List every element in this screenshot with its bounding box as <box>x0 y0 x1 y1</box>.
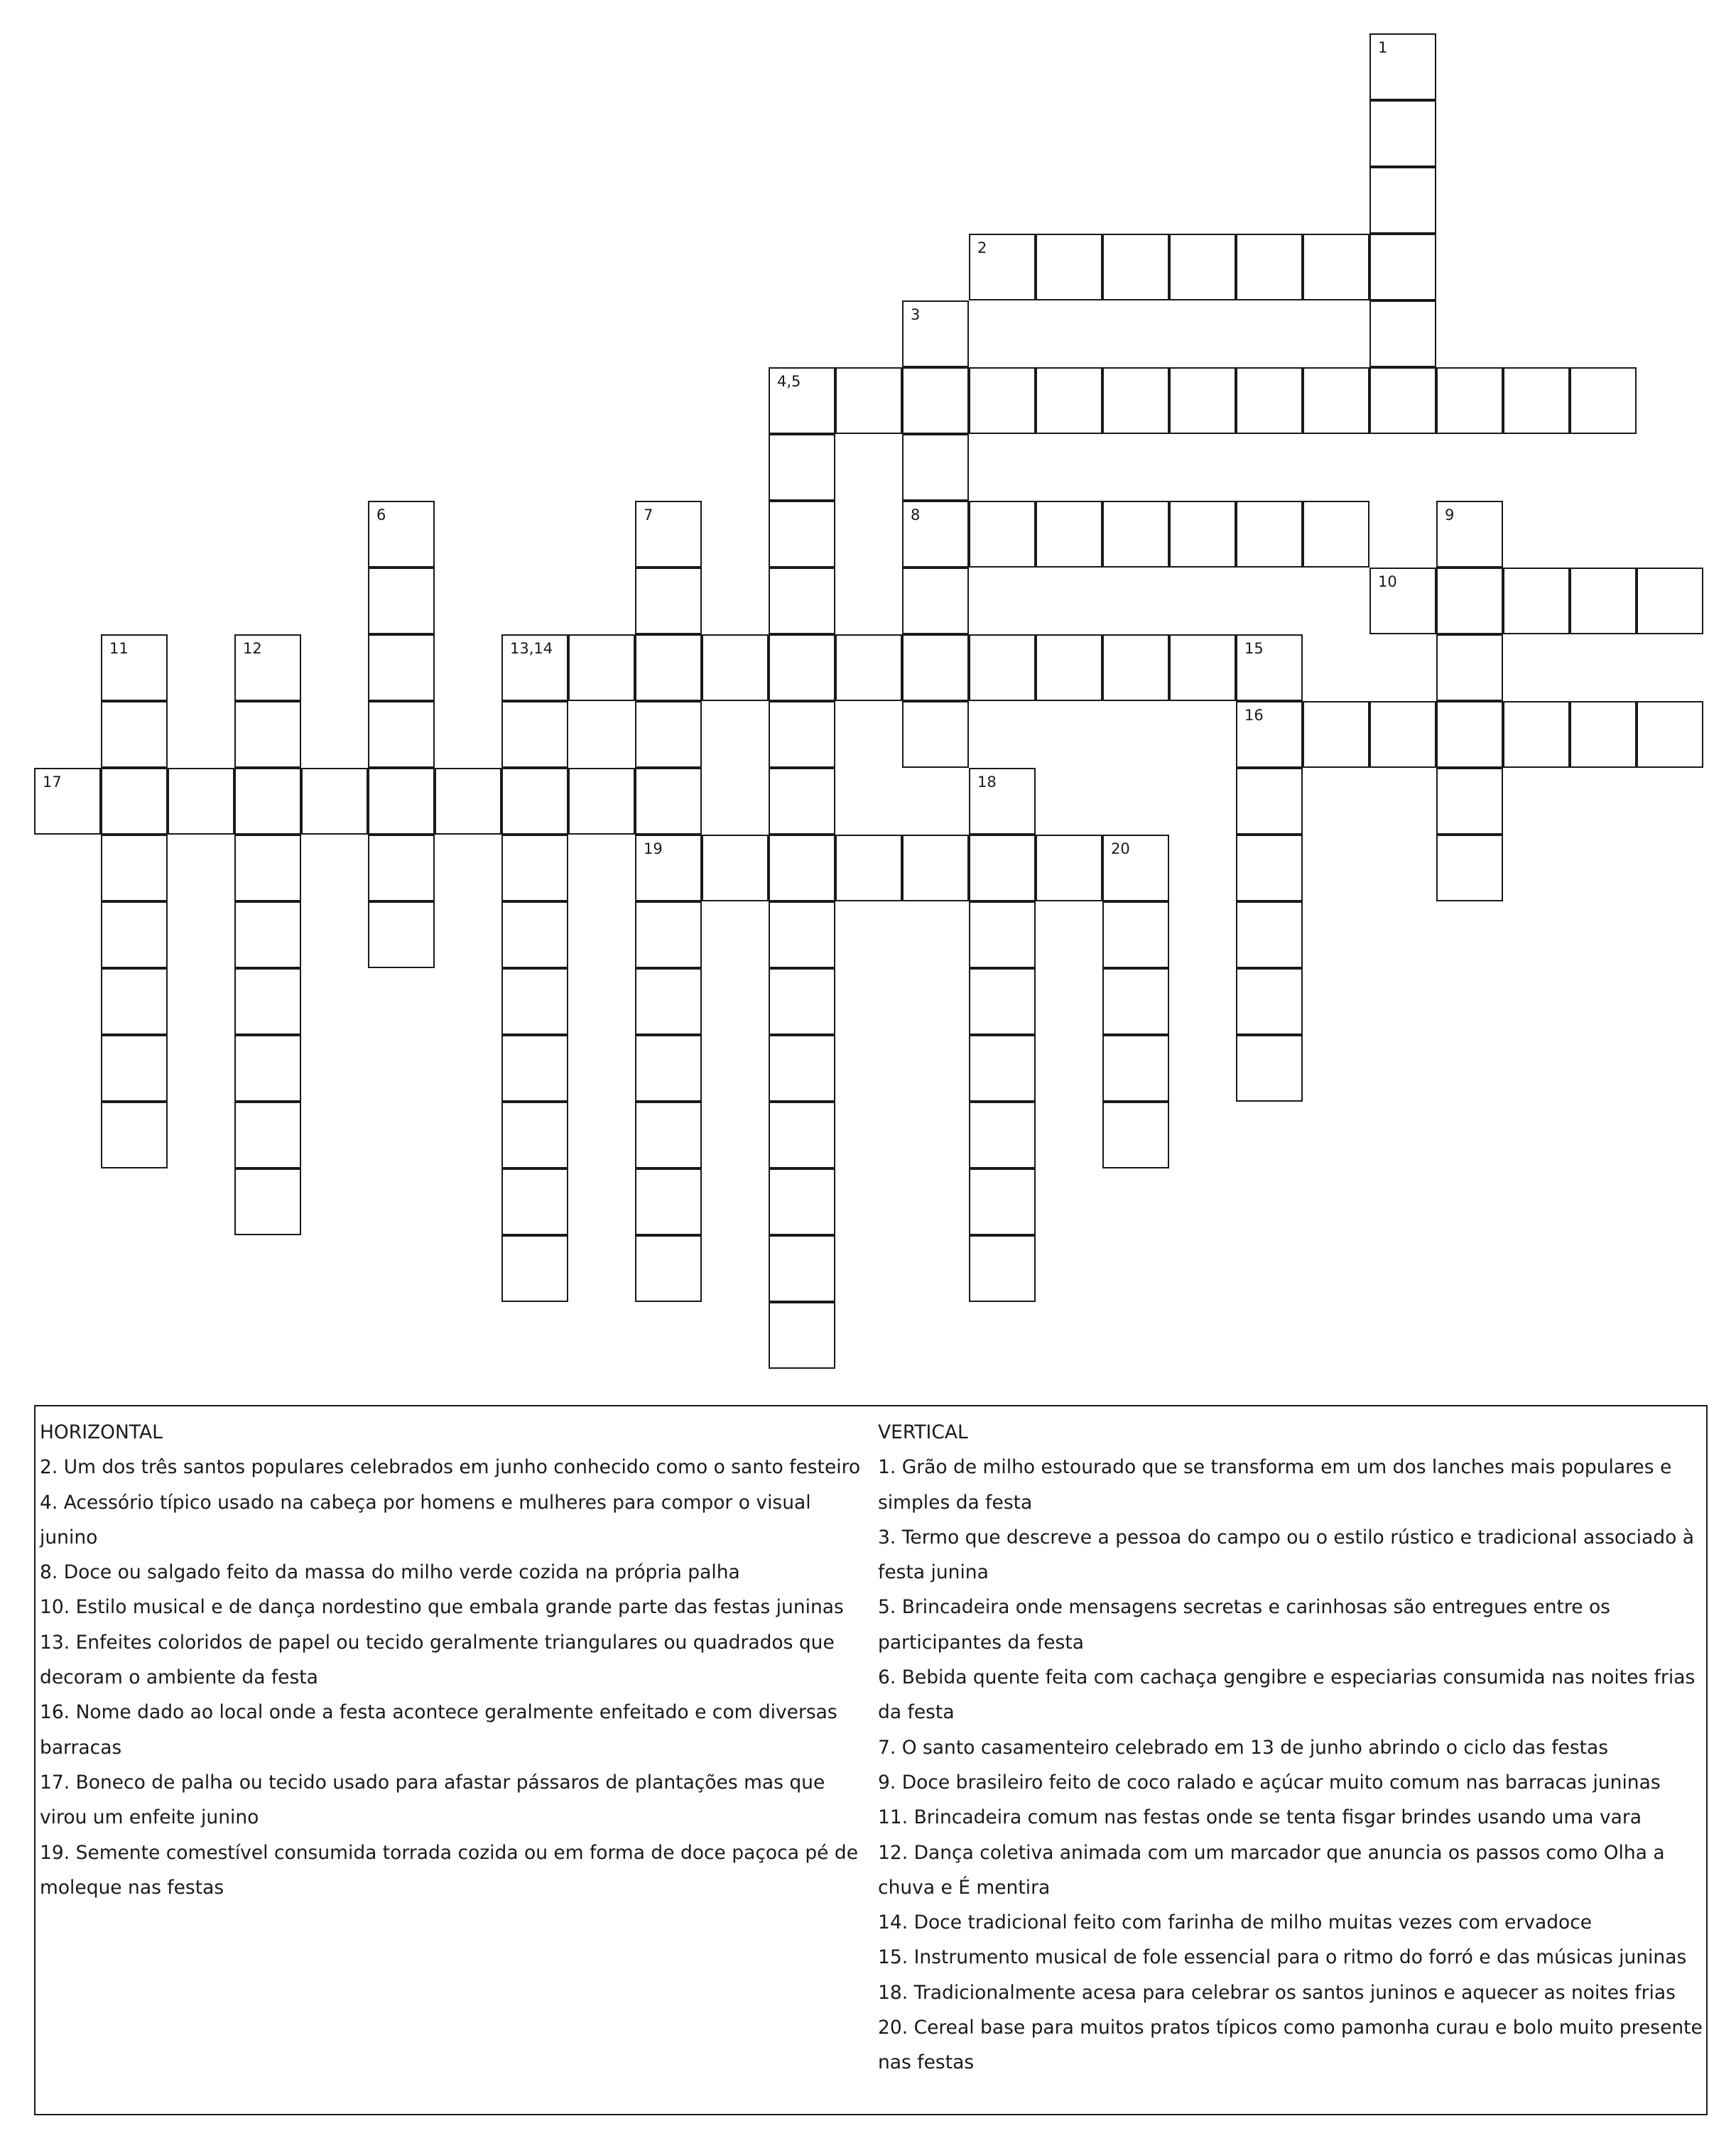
crossword-cell[interactable] <box>234 1035 301 1102</box>
crossword-cell[interactable] <box>769 634 835 701</box>
crossword-cell[interactable] <box>1102 1035 1169 1102</box>
crossword-cell[interactable] <box>1236 234 1303 300</box>
crossword-cell[interactable] <box>969 835 1036 901</box>
crossword-cell[interactable] <box>1236 367 1303 434</box>
clue-number: 18 <box>977 774 997 791</box>
crossword-cell[interactable] <box>501 835 568 901</box>
crossword-cell[interactable] <box>1102 501 1169 568</box>
clue-down-9: 9. Doce brasileiro feito de coco ralado e açúcar muito comum nas barracas juninas <box>878 1771 1661 1794</box>
crossword-cell[interactable] <box>1436 568 1503 634</box>
vertical-heading: VERTICAL <box>878 1421 968 1443</box>
crossword-cell[interactable] <box>635 968 702 1035</box>
crossword-cell[interactable] <box>1369 234 1436 300</box>
crossword-cell[interactable] <box>635 701 702 768</box>
crossword-cell[interactable] <box>1102 835 1169 901</box>
crossword-cell[interactable] <box>1436 768 1503 835</box>
crossword-cell[interactable] <box>101 835 168 901</box>
crossword-cell[interactable] <box>1102 1102 1169 1168</box>
crossword-cell[interactable] <box>234 901 301 968</box>
clue-across-10: 10. Estilo musical e de dança nordestino que embala grande parte das festas juninas <box>40 1596 844 1619</box>
crossword-cell[interactable] <box>501 1168 568 1235</box>
crossword-cell[interactable] <box>234 835 301 901</box>
crossword-cell[interactable] <box>1102 634 1169 701</box>
crossword-cell[interactable] <box>1570 367 1637 434</box>
clue-number: 13,14 <box>510 640 553 657</box>
clue-number: 1 <box>1378 39 1388 56</box>
crossword-cell[interactable] <box>635 768 702 835</box>
clue-number: 12 <box>243 640 262 657</box>
crossword-cell[interactable] <box>635 835 702 901</box>
crossword-cell[interactable] <box>234 1102 301 1168</box>
crossword-cell[interactable] <box>501 768 568 835</box>
crossword-cell[interactable] <box>368 835 435 901</box>
clue-down-7: 7. O santo casamenteiro celebrado em 13 de junho abrindo o ciclo das festas <box>878 1736 1609 1759</box>
crossword-cell[interactable] <box>368 568 435 634</box>
crossword-cell[interactable] <box>969 768 1036 835</box>
crossword-cell[interactable] <box>1303 234 1369 300</box>
crossword-cell[interactable] <box>969 1102 1036 1168</box>
crossword-cell[interactable] <box>902 434 969 501</box>
crossword-cell[interactable] <box>1036 501 1102 568</box>
crossword-cell[interactable] <box>1236 968 1303 1035</box>
clue-down-18: 18. Tradicionalmente acesa para celebrar os santos juninos e aquecer as noites frias <box>878 1981 1676 2004</box>
crossword-cell[interactable] <box>1236 701 1303 768</box>
crossword-cell[interactable] <box>501 1035 568 1102</box>
crossword-cell[interactable] <box>969 501 1036 568</box>
crossword-cell[interactable] <box>1369 100 1436 167</box>
crossword-cell[interactable] <box>101 768 168 835</box>
clue-number: 4,5 <box>777 373 801 390</box>
crossword-cell[interactable] <box>635 1235 702 1302</box>
crossword-cell[interactable] <box>368 701 435 768</box>
horizontal-heading: HORIZONTAL <box>40 1421 163 1443</box>
crossword-cell[interactable] <box>1503 701 1570 768</box>
clue-across-17: 17. Boneco de palha ou tecido usado para afastar pássaros de plantações mas que virou um enfeite junino <box>40 1771 825 1829</box>
crossword-cell[interactable] <box>1369 568 1436 634</box>
crossword-cell[interactable] <box>101 701 168 768</box>
crossword-cell[interactable] <box>1303 501 1369 568</box>
crossword-cell[interactable] <box>769 367 835 434</box>
crossword-cell[interactable] <box>969 634 1036 701</box>
clues-box <box>34 1405 1708 2115</box>
crossword-cell[interactable] <box>835 367 902 434</box>
crossword-cell[interactable] <box>635 901 702 968</box>
clue-across-8: 8. Doce ou salgado feito da massa do milho verde cozida na própria palha <box>40 1561 740 1584</box>
crossword-cell[interactable] <box>1169 234 1236 300</box>
crossword-cell[interactable] <box>568 768 635 835</box>
crossword-cell[interactable] <box>769 1102 835 1168</box>
crossword-cell[interactable] <box>234 701 301 768</box>
crossword-cell[interactable] <box>168 768 234 835</box>
crossword-cell[interactable] <box>969 234 1036 300</box>
clue-down-12: 12. Dança coletiva animada com um marcador que anuncia os passos como Olha a chuva e É mentira <box>878 1841 1665 1899</box>
clue-number: 7 <box>644 506 653 523</box>
crossword-cell[interactable] <box>902 634 969 701</box>
crossword-cell[interactable] <box>368 768 435 835</box>
crossword-cell[interactable] <box>368 501 435 568</box>
crossword-cell[interactable] <box>769 768 835 835</box>
clue-across-16: 16. Nome dado ao local onde a festa acontece geralmente enfeitado e com diversas barracas <box>40 1701 837 1759</box>
crossword-cell[interactable] <box>501 701 568 768</box>
crossword-cell[interactable] <box>969 968 1036 1035</box>
clue-down-11: 11. Brincadeira comum nas festas onde se tenta fisgar brindes usando uma vara <box>878 1806 1642 1829</box>
crossword-cell[interactable] <box>101 634 168 701</box>
crossword-cell[interactable] <box>234 968 301 1035</box>
clue-number: 3 <box>911 306 921 323</box>
crossword-cell[interactable] <box>1436 835 1503 901</box>
clue-down-1: 1. Grão de milho estourado que se transforma em um dos lanches mais populares e simples da festa <box>878 1456 1672 1514</box>
crossword-cell[interactable] <box>34 768 101 835</box>
crossword-cell[interactable] <box>1036 367 1102 434</box>
crossword-cell[interactable] <box>1236 1035 1303 1102</box>
crossword-cell[interactable] <box>769 1035 835 1102</box>
crossword-cell[interactable] <box>769 701 835 768</box>
crossword-cell[interactable] <box>902 568 969 634</box>
clue-down-20: 20. Cereal base para muitos pratos típicos como pamonha curau e bolo muito presente nas festas <box>878 2017 1703 2074</box>
crossword-cell[interactable] <box>1169 634 1236 701</box>
crossword-cell[interactable] <box>1036 835 1102 901</box>
clue-across-19: 19. Semente comestível consumida torrada cozida ou em forma de doce paçoca pé de moleque nas festas <box>40 1841 859 1899</box>
crossword-cell[interactable] <box>568 634 635 701</box>
crossword-cell[interactable] <box>702 835 769 901</box>
crossword-cell[interactable] <box>101 901 168 968</box>
crossword-cell[interactable] <box>1169 367 1236 434</box>
clue-number: 15 <box>1244 640 1264 657</box>
crossword-cell[interactable] <box>1436 634 1503 701</box>
crossword-cell[interactable] <box>902 501 969 568</box>
crossword-cell[interactable] <box>1236 768 1303 835</box>
clue-number: 19 <box>644 840 663 857</box>
clue-down-15: 15. Instrumento musical de fole essencial para o ritmo do forró e das músicas juninas <box>878 1946 1687 1969</box>
crossword-cell[interactable] <box>1637 568 1703 634</box>
crossword-cell[interactable] <box>234 634 301 701</box>
crossword-cell[interactable] <box>1570 568 1637 634</box>
clue-across-2: 2. Um dos três santos populares celebrados em junho conhecido como o santo festeiro <box>40 1456 861 1479</box>
crossword-cell[interactable] <box>769 968 835 1035</box>
clue-number: 11 <box>109 640 129 657</box>
crossword-cell[interactable] <box>301 768 368 835</box>
crossword-cell[interactable] <box>1236 501 1303 568</box>
clue-number: 6 <box>376 506 386 523</box>
crossword-cell[interactable] <box>702 634 769 701</box>
crossword-cell[interactable] <box>635 568 702 634</box>
crossword-cell[interactable] <box>1102 234 1169 300</box>
clue-number: 20 <box>1111 840 1130 857</box>
crossword-cell[interactable] <box>501 1102 568 1168</box>
horizontal-clues <box>40 1415 871 1905</box>
crossword-cell[interactable] <box>1102 901 1169 968</box>
crossword-cell[interactable] <box>368 634 435 701</box>
crossword-cell[interactable] <box>101 968 168 1035</box>
crossword-cell[interactable] <box>1236 634 1303 701</box>
crossword-cell[interactable] <box>1236 901 1303 968</box>
crossword-cell[interactable] <box>1570 701 1637 768</box>
crossword-cell[interactable] <box>902 701 969 768</box>
crossword-cell[interactable] <box>1036 234 1102 300</box>
clue-across-13: 13. Enfeites coloridos de papel ou tecido geralmente triangulares ou quadrados que decoram o ambiente da festa <box>40 1631 835 1689</box>
crossword-cell[interactable] <box>1369 367 1436 434</box>
crossword-cell[interactable] <box>368 901 435 968</box>
crossword-cell[interactable] <box>1503 367 1570 434</box>
crossword-cell[interactable] <box>1036 634 1102 701</box>
crossword-cell[interactable] <box>969 1168 1036 1235</box>
crossword-cell[interactable] <box>501 901 568 968</box>
crossword-cell[interactable] <box>1637 701 1703 768</box>
crossword-cell[interactable] <box>1303 701 1369 768</box>
crossword-cell[interactable] <box>635 1168 702 1235</box>
crossword-cell[interactable] <box>501 1235 568 1302</box>
clue-down-5: 5. Brincadeira onde mensagens secretas e carinhosas são entregues entre os participantes da festa <box>878 1596 1610 1654</box>
crossword-cell[interactable] <box>1369 33 1436 100</box>
crossword-cell[interactable] <box>435 768 501 835</box>
crossword-cell[interactable] <box>1436 501 1503 568</box>
crossword-cell[interactable] <box>835 634 902 701</box>
crossword-cell[interactable] <box>1369 300 1436 367</box>
clue-number: 9 <box>1445 506 1455 523</box>
clue-down-6: 6. Bebida quente feita com cachaça gengibre e especiarias consumida nas noites frias da festa <box>878 1666 1696 1724</box>
crossword-cell[interactable] <box>969 1235 1036 1302</box>
crossword-cell[interactable] <box>769 501 835 568</box>
crossword-cell[interactable] <box>769 835 835 901</box>
crossword-cell[interactable] <box>1102 367 1169 434</box>
crossword-cell[interactable] <box>1303 367 1369 434</box>
crossword-cell[interactable] <box>1503 568 1570 634</box>
clue-down-14: 14. Doce tradicional feito com farinha de milho muitas vezes com ervadoce <box>878 1911 1593 1934</box>
crossword-cell[interactable] <box>835 835 902 901</box>
crossword-cell[interactable] <box>969 1035 1036 1102</box>
crossword-cell[interactable] <box>635 501 702 568</box>
crossword-cell[interactable] <box>902 835 969 901</box>
crossword-cell[interactable] <box>769 901 835 968</box>
crossword-cell[interactable] <box>1436 367 1503 434</box>
clue-number: 17 <box>43 774 62 791</box>
clue-number: 8 <box>911 506 921 523</box>
crossword-cell[interactable] <box>101 1035 168 1102</box>
clue-number: 10 <box>1378 573 1397 590</box>
crossword-cell[interactable] <box>769 1168 835 1235</box>
crossword-cell[interactable] <box>969 901 1036 968</box>
crossword-cell[interactable] <box>902 300 969 367</box>
crossword-cell[interactable] <box>1369 167 1436 234</box>
clue-number: 16 <box>1244 707 1264 724</box>
crossword-cell[interactable] <box>1436 701 1503 768</box>
crossword-cell[interactable] <box>769 1235 835 1302</box>
crossword-cell[interactable] <box>902 367 969 434</box>
crossword-cell[interactable] <box>635 634 702 701</box>
crossword-cell[interactable] <box>101 1102 168 1168</box>
clue-across-4: 4. Acessório típico usado na cabeça por homens e mulheres para compor o visual junino <box>40 1491 811 1548</box>
crossword-cell[interactable] <box>234 768 301 835</box>
crossword-cell[interactable] <box>1169 501 1236 568</box>
clue-number: 2 <box>977 239 987 256</box>
crossword-cell[interactable] <box>1102 968 1169 1035</box>
crossword-cell[interactable] <box>635 1035 702 1102</box>
crossword-cell[interactable] <box>769 434 835 501</box>
crossword-cell[interactable] <box>769 1302 835 1369</box>
clue-down-3: 3. Termo que descreve a pessoa do campo ou o estilo rústico e tradicional associado à festa junina <box>878 1526 1694 1584</box>
crossword-cell[interactable] <box>969 367 1036 434</box>
crossword-cell[interactable] <box>1369 701 1436 768</box>
crossword-cell[interactable] <box>501 968 568 1035</box>
vertical-clues <box>878 1415 1705 2080</box>
crossword-cell[interactable] <box>234 1168 301 1235</box>
crossword-cell[interactable] <box>769 568 835 634</box>
crossword-cell[interactable] <box>635 1102 702 1168</box>
crossword-cell[interactable] <box>501 634 568 701</box>
crossword-cell[interactable] <box>1236 835 1303 901</box>
